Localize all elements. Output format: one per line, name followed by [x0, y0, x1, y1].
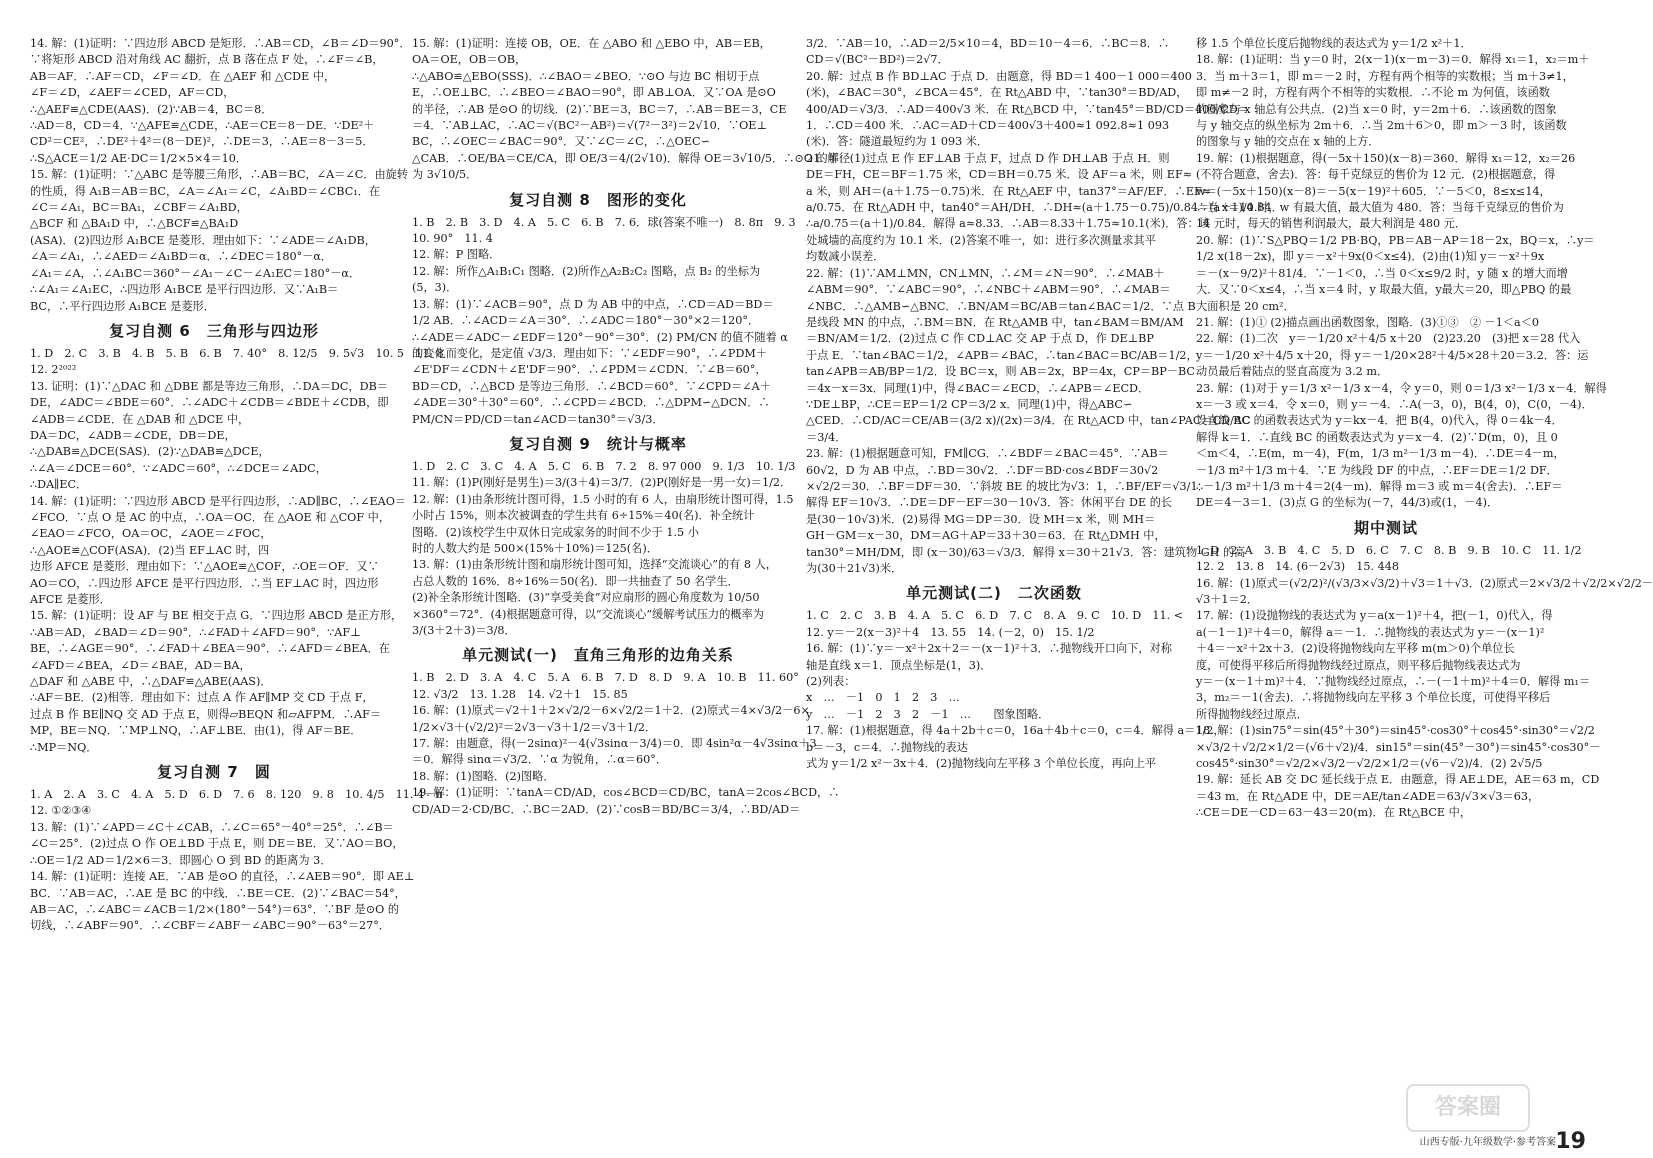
section-heading: 单元测试(二) 二次函数 — [906, 584, 1082, 603]
answer-line: 轴是直线 x＝1．顶点坐标是(1，3)． — [806, 658, 992, 672]
answer-line: ∴△ABO≌△EBO(SSS)．∴∠BAO＝∠BEO．∵⊙O 与边 BC 相切于点 — [412, 69, 760, 83]
answer-line: 1. D 2. A 3. B 4. C 5. D 6. C 7. C 8. B 9. B 10. C 11. 1/2 — [1196, 543, 1582, 557]
answer-line: (米)，∠BAC＝30°，∠BCA＝45°．在 Rt△ABD 中，∵tan30°＝BD/AD， — [806, 86, 1188, 100]
answer-line: 3，m₂＝－1(舍去)．∴将抛物线向左平移 3 个单位长度，可使得平移后 — [1196, 691, 1551, 705]
answer-line: BC，∴平行四边形 A₁BCE 是菱形． — [30, 299, 215, 313]
answer-line: GH－GM＝x－30，DM＝AG＋AP＝33＋30＝63．在 Rt△DMH 中， — [806, 529, 1166, 543]
answer-line: 22. 解：(1)∵AM⊥MN，CN⊥MN，∴∠M＝∠N＝90°．∴∠MAB＋ — [806, 266, 1165, 280]
section-heading: 期中测试 — [1353, 518, 1418, 537]
answer-line: (米)．答：隧道最短约为 1 093 米． — [806, 135, 989, 149]
answer-line: 大．又∵0＜x≤4，∴当 x＝4 时，y 取最大值，y最大＝20，即△PBQ 的最 — [1196, 283, 1572, 297]
answer-line: E，∴OE⊥BC．∴∠BEO＝∠BAO＝90°，即 AB⊥OA．又∵OA 是⊙O — [412, 86, 776, 100]
answer-line: 16. 解：(1)原式＝(√2/2)²/(√3/3×√3/2)＋√3＝1＋√3．(2)原式＝2×√3/2＋√2/2×√2/2－ — [1196, 576, 1653, 590]
answer-line: 1/2 x(18－2x)，即 y＝－x²＋9x(0＜x≤4)．(2)由(1)知 y＝－x²＋9x — [1196, 250, 1545, 264]
answer-line: AB＝AC，∴∠ABC＝∠ACB＝1/2×(180°－54°)＝63°．∵BF 是⊙O 的 — [30, 902, 400, 916]
answer-line: ∠NBC．∴△AMB∽△BNC．∴BN/AM＝BC/AB＝tan∠BAC＝1/2．∵点 B — [806, 299, 1196, 313]
footer-label: 山西专版·九年级数学·参考答案 — [1419, 1137, 1556, 1148]
answer-line: 动员最后着陆点的竖直高度为 3.2 m． — [1196, 365, 1389, 379]
answer-line: (5，3)． — [412, 281, 458, 295]
answer-line: ∴∠A＝∠DCE＝60°．∵∠ADC＝60°，∴∠DCE＝∠ADC， — [30, 461, 327, 475]
answer-line: ∠C＝25°．(2)过点 O 作 OE⊥BD 于点 E，则 DE＝BE．又∵AO＝BO， — [30, 837, 404, 851]
answer-line: 12. √3/2 13. 1.28 14. √2＋1 15. 85 — [412, 687, 628, 701]
answer-line: 解得 k＝1．∴直线 BC 的函数表达式为 y＝x－4．(2)∵D(m，0)，且 0 — [1196, 430, 1558, 444]
answer-line: 即 m≠－2 时，方程有两个不相等的实数根．∴不论 m 为何值，该函数 — [1196, 86, 1550, 100]
answer-line: 17. 解：由题意，得(－2sinα)²－4(√3sinα－3/4)＝0．即 4sin²α－4√3sinα＋3 — [412, 737, 817, 751]
answer-line: ∵DE⊥BP，∴CE＝EP＝1/2 CP＝3/2 x．同理(1)中，得△ABC∽ — [806, 397, 1133, 411]
answer-line: ∴△DAB≌△DCE(SAS)．(2)∵△DAB≌△DCE， — [30, 445, 270, 459]
answer-line: 1. D 2. C 3. C 4. A 5. C 6. B 7. 2 8. 97 000 9. 1/3 10. 1/3 — [412, 459, 796, 473]
answer-line: 18. 解：(1)sin75°＝sin(45°＋30°)＝sin45°·cos30°＋cos45°·sin30°＝√2/2 — [1196, 724, 1595, 738]
answer-line: 14. 解：(1)证明：连接 AE．∵AB 是⊙O 的直径，∴∠AEB＝90°．即 AE⊥ — [30, 870, 415, 884]
column-1 — [30, 36, 444, 1128]
answer-line: AFCE 是菱形． — [30, 593, 111, 606]
answer-line: ∴∠A₁＝∠A₁EC，∴四边形 A₁BCE 是平行四边形．又∵A₁B＝ — [30, 283, 339, 297]
answer-line: CD²＝CE²，∴DE²＋4²＝(8－DE)²，∴DE＝3，∴AE＝8－3＝5． — [30, 135, 374, 149]
answer-line: 12. 解：(1)由条形统计图可得，1.5 小时的有 6 人，由扇形统计图可得，1.5 — [412, 492, 794, 506]
answer-line: ∴OE＝1/2 AD＝1/2×6＝3．即圆心 O 到 BD 的距离为 3． — [30, 853, 332, 867]
answer-line: 均数减小误差． — [806, 250, 885, 264]
answer-line: 11. 解：(1)P(刚好是男生)＝3/(3＋4)＝3/7．(2)P(刚好是一男一女)＝1/2． — [412, 476, 792, 490]
answer-line: y＝－1/20 x²＋4/5 x＋20，得 y＝－1/20×28²＋4/5×28＋20＝3.2．答：运 — [1196, 348, 1589, 362]
answer-line: 的性质，得 A₁B＝AB＝BC，∠A＝∠A₁＝∠C，∠A₁BD＝∠CBC₁．在 — [30, 184, 381, 198]
answer-line: 为(30＋21√3)米． — [806, 562, 903, 575]
answer-line: ∴△AOE≌△COF(ASA)．(2)当 EF⊥AC 时，四 — [30, 543, 270, 557]
answer-line: ∠AFD＝∠BEA，∠D＝∠BAE，AD＝BA， — [30, 658, 251, 672]
answer-line: (不符合题意，舍去)．答：每千克绿豆的售价为 12 元．(2)根据题意，得 — [1196, 168, 1556, 182]
answer-line: 18. 解：(1)图略．(2)图略． — [412, 769, 555, 783]
answer-line: 的变化而变化，是定值 √3/3．理由如下：∵∠EDF＝90°，∴∠PDM＋ — [412, 346, 768, 360]
answer-line: tan30°＝MH/DM，即 (x－30)/63＝√3/3．解得 x＝30＋21√3．答：建筑物 GH 的高 — [806, 545, 1246, 559]
answer-line: OA＝OE，OB＝OB， — [412, 53, 527, 67]
answer-line: 23. 解：(1)根据题意可知，FM∥CG．∴∠BDF＝∠BAC＝45°．∵AB＝ — [806, 447, 1169, 461]
answer-line: 1/2×√3＋(√2/2)²＝2√3－√3＋1/2＝√3＋1/2． — [412, 720, 657, 734]
answer-line: 17. 解：(1)设抛物线的表达式为 y＝a(x－1)²＋4，把(－1，0)代入，得 — [1196, 609, 1553, 623]
answer-line: ∴MP＝NQ． — [30, 740, 98, 754]
answer-line: cos45°·sin30°＝√2/2×√3/2－√2/2×1/2＝(√6－√2)/4．(2) 2√5/5 — [1196, 757, 1543, 771]
answer-line: 占总人数的 16%．8÷16%＝50(名)．即一共抽查了 50 名学生． — [412, 574, 739, 588]
answer-line: 于点 E．∵tan∠BAC＝1/2，∠APB＝∠BAC，∴tan∠BAC＝BC/AB＝1/2， — [806, 348, 1198, 362]
answer-line: ∴AF＝BE．(2)相等．理由如下：过点 A 作 AF∥MP 交 CD 于点 F， — [30, 691, 374, 705]
answer-line: 21. 解：(1)① (2)描点画出函数图象，图略．(3)①③ ② －1＜a＜0 — [1196, 315, 1540, 329]
answer-line: AB＝AF．∴AF＝CD，∠F＝∠D．在 △AEF 和 △CDE 中， — [30, 69, 336, 83]
answer-line: 3/2．∵AB＝10，∴AD＝2/5×10＝4，BD＝10－4＝6．∴BC＝8．∴ — [806, 37, 1170, 50]
answer-line: 10. 90° 11. 4 — [412, 232, 493, 246]
answer-line: 14. 解：(1)证明：∵四边形 ABCD 是矩形．∴AB＝CD，∠B＝∠D＝90°． — [30, 37, 411, 50]
answer-line: 18. 解：(1)证明：当 y＝0 时，2(x－1)(x－m－3)＝0．解得 x₁＝1，x₂＝m＋ — [1196, 53, 1590, 67]
answer-line: ∠ADE＝30°＋30°＝60°．∴∠CPD＝∠BCD．∴△DPM∽△DCN．∴ — [412, 396, 770, 410]
answer-line: ×√2/2＝30．∴BF＝DF＝30．∵斜坡 BE 的坡比为√3：1，∴BF/EF＝√3/1． — [806, 479, 1209, 493]
answer-line: 所得抛物线经过原点． — [1196, 707, 1308, 721]
answer-line: 3/(3＋2＋3)＝3/8． — [412, 624, 516, 637]
answer-line: ＝3/4． — [806, 430, 847, 444]
answer-line: ∠C＝∠A₁，BC＝BA₁，∠CBF＝∠A₁BD， — [30, 201, 248, 215]
answer-line: 1. A 2. A 3. C 4. A 5. D 6. D 7. 6 8. 120 9. 8 10. 4/5 11. 4－π — [30, 788, 443, 802]
section-heading: 复习自测 9 统计与概率 — [509, 434, 687, 453]
answer-line: 23. 解：(1)对于 y＝1/3 x²－1/3 x－4，令 y＝0，则 0＝1/3 x²－1/3 x－4．解得 — [1196, 381, 1607, 395]
answer-line: 19. 解：延长 AB 交 DC 延长线于点 E．由题意，得 AE⊥DE，AE＝63 m，CD — [1196, 773, 1600, 787]
answer-line: 15. 解：(1)证明：设 AF 与 BE 相交于点 G．∵四边形 ABCD 是正方形， — [30, 609, 403, 623]
answer-line: ∴CE＝DE－CD＝63－43＝20(m)．在 Rt△BCE 中， — [1196, 806, 1472, 820]
page-number: 19 — [1555, 1129, 1586, 1154]
column-4 — [1196, 36, 1653, 1128]
answer-line: ∴a/0.75＝(a＋1)/0.84．解得 a≈8.33．∴AB＝8.33＋1.75≈10.1(米)．答：该 — [806, 217, 1210, 231]
answer-line: 14 元时，每天的销售利润最大，最大利润是 480 元． — [1196, 217, 1467, 231]
answer-line: ＝BN/AM＝1/2．(2)过点 C 作 CD⊥AC 交 AP 于点 D，作 DE⊥BP — [806, 332, 1154, 346]
answer-line: 400/AD＝√3/3．∴AD＝400√3 米．在 Rt△BCD 中，∵tan45°＝BD/CD＝400/CD＝ — [806, 102, 1249, 116]
answer-line: x … －1 0 1 2 3 … — [806, 691, 960, 705]
answer-line: a 米，则 AH＝(a＋1.75－0.75)米．在 Rt△AEF 中，tan37°＝AF/EF．∴EF≈ — [806, 184, 1212, 198]
answer-line: ∠F＝∠D，∠AEF＝∠CED，AF＝CD， — [30, 86, 235, 100]
answer-line: 16. 解：(1)原式＝√2＋1＋2×√2/2－6×√2/2＝1＋2．(2)原式＝4×√3/2－6× — [412, 704, 810, 718]
answer-line: 为 3√10/5． — [412, 168, 478, 182]
answer-line: ∴∠ADE＝∠ADC－∠EDF＝120°－90°＝30°．(2) PM/CN 的值不随着 α — [412, 330, 788, 344]
answer-line: －1/3 m²＋1/3 m＋4．∵E 为线段 DF 的中点，∴EF＝DE＝1/2 DF． — [1196, 463, 1558, 477]
answer-line: √3＋1＝2． — [1196, 593, 1259, 606]
answer-line: DA＝DC，∠ADB＝∠CDE，DB＝DE， — [30, 428, 236, 442]
answer-line: ∴－1/3 m²＋1/3 m＋4＝2(4－m)．解得 m＝3 或 m＝4(舍去)．∴EF＝ — [1196, 479, 1563, 493]
answer-line: 处城墙的高度约为 10.1 米．(2)答案不唯一，如：进行多次测量求其平 — [806, 233, 1156, 247]
answer-line: 1．∴CD＝400 米．∴AC＝AD＋CD＝400√3＋400≈1 092.8≈1 093 — [806, 119, 1170, 133]
answer-line: (2)补全条形统计图略．(3)“享受美食”对应扇形的圆心角度数为 10/50 — [412, 591, 760, 605]
answer-line: w＝(－5x＋150)(x－8)＝－5(x－19)²＋605．∵－5＜0，8≤x≤14， — [1196, 184, 1551, 198]
answer-line: 大面积是 20 cm²． — [1196, 299, 1295, 313]
answer-line: DE，∠ADC＝∠BDE＝60°．∴∠ADC＋∠CDB＝∠BDE＋∠CDB，即 — [30, 396, 389, 410]
answer-line: 19. 解：(1)根据题意，得(－5x＋150)(x－8)＝360．解得 x₁＝12，x₂＝26 — [1196, 151, 1576, 165]
answer-line: 12. 2 13. 8 14. (6－2√3) 15. 448 — [1196, 560, 1399, 574]
answer-line: △BCF 和 △BA₁D 中，∴△BCF≌△BA₁D — [30, 217, 239, 231]
answer-line: DE＝FH，CE＝BF＝1.75 米，CD＝BH＝0.75 米．设 AF＝a 米，则 EF≈ — [806, 168, 1193, 182]
answer-line: ∴△AEF≌△CDE(AAS)．(2)∵AB＝4，BC＝8． — [30, 102, 273, 116]
answer-line: 切线，∴∠ABF＝90°．∴∠CBF＝∠ABF－∠ABC＝90°－63°＝27°． — [30, 919, 390, 933]
answer-line: ∠EAO＝∠FCO，OA＝OC，∠AOE＝∠FOC， — [30, 527, 272, 541]
answer-line: ∠A₁＝∠A，∴∠A₁BC＝360°－∠A₁－∠C－∠A₁EC＝180°－α． — [30, 266, 361, 280]
answer-line: a/0.75．在 Rt△ADH 中，tan40°＝AH/DH．∴DH≈(a＋1.75－0.75)/0.84＝(a＋1)/0.84． — [806, 201, 1283, 215]
answer-line: BD＝CD，∴△BCD 是等边三角形．∴∠BCD＝60°．∵∠CPD＝∠A＋ — [412, 379, 771, 393]
answer-line: 的图象与 y 轴的交点在 x 轴的上方． — [1196, 135, 1380, 149]
answer-line: 22. 解：(1)二次 y＝－1/20 x²＋4/5 x＋20 (2)23.20 (3)把 x＝28 代入 — [1196, 332, 1581, 346]
answer-line: 度，可使得平移后所得抛物线经过原点，则平移后抛物线表达式为 — [1196, 658, 1521, 672]
answer-line: CD/AD＝2·CD/BC．∴BC＝2AD．(2)∵cosB＝BD/BC＝3/4，∴BD/AD＝ — [412, 802, 801, 816]
answer-line: 3．当 m＋3＝1，即 m＝－2 时，方程有两个相等的实数根；当 m＋3≠1， — [1196, 69, 1574, 83]
answer-line: BE，∴∠AGE＝90°．∴∠FAD＋∠BEA＝90°．∴∠AFD＝∠BEA．在 — [30, 642, 390, 656]
answer-line: 17. 解：(1)根据题意，得 4a＋2b＋c＝0，16a＋4b＋c＝0，c＝4．解得 a＝1/2， — [806, 724, 1225, 738]
answer-line: 15. 解：(1)证明：连接 OB，OE．在 △ABO 和 △EBO 中，AB＝EB， — [412, 37, 771, 50]
answer-line: BC．∵AB＝AC，∴AE 是 BC 的中线．∴BE＝CE．(2)∵∠BAC＝54°， — [30, 886, 406, 900]
answer-line: CD＝√(BC²－BD²)＝2√7． — [806, 53, 949, 67]
section-heading: 单元测试(一) 直角三角形的边角关系 — [462, 646, 734, 665]
answer-line: 图略．(2)该校学生中双休日完成家务的时间不少于 1.5 小 — [412, 525, 699, 539]
answer-line: 12. 解：所作△A₁B₁C₁ 图略．(2)所作△A₂B₂C₂ 图略，点 B₂ 的坐标为 — [412, 264, 761, 278]
answer-line: AO＝CO，∴四边形 AFCE 是平行四边形．∴当 EF⊥AC 时，四边形 — [30, 576, 379, 590]
answer-line: 的图象与 x 轴总有公共点．(2)当 x＝0 时，y＝2m＋6．∴该函数的图象 — [1196, 102, 1557, 116]
section-heading: 复习自测 7 圆 — [157, 763, 271, 782]
answer-line: (2)列表： — [806, 675, 856, 689]
answer-line: ∠ABM＝90°．∵∠ABC＝90°，∴∠NBC＋∠ABM＝90°．∴∠MAB＝ — [806, 283, 1171, 297]
answer-line: ∠E'DF＝∠CDN＋∠E'DF＝90°．∴∠PDM＝∠CDN．∵∠B＝60°， — [412, 363, 767, 377]
answer-line: 1. D 2. C 3. B 4. B 5. B 6. B 7. 40° 8. 12/5 9. 5√3 10. 5 11. 8 — [30, 346, 444, 360]
answer-line: 时的人数大约是 500×(15%＋10%)＝125(名)． — [412, 541, 658, 555]
answer-line: ＝43 m．在 Rt△ADE 中，DE＝AE/tan∠ADE＝63/√3×√3＝63， — [1196, 789, 1540, 803]
answer-line: DE＝4－3＝1．(3)点 G 的坐标为(－7，44/3)或(1，－4)． — [1196, 496, 1499, 510]
answer-line: 60√2，D 为 AB 中点，∴BD＝30√2．∴DF＝BD·cos∠BDF＝30√2 — [806, 463, 1159, 477]
answer-line: b＝－3，c＝4．∴抛物线的表达 — [806, 740, 968, 754]
answer-line: 12. 2²⁰²² — [30, 363, 77, 377]
answer-line: 式为 y＝1/2 x²－3x＋4．(2)抛物线向左平移 3 个单位长度，再向上平 — [806, 757, 1157, 771]
answer-line: PM/CN＝PD/CD＝tan∠ACD＝tan30°＝√3/3． — [412, 412, 664, 426]
answer-line: ∠ADB＝∠CDE．在 △DAB 和 △DCE 中， — [30, 412, 250, 426]
answer-line: BC，∴∠OEC＝∠BAC＝90°．又∵∠C＝∠C，∴△OEC∽ — [412, 135, 710, 149]
answer-line: 过点 B 作 BE∥NQ 交 AD 于点 E，则得▱BEQN 和▱AFPM．∴AF＝ — [30, 707, 382, 721]
answer-line: 12. ①②③④ — [30, 804, 92, 818]
answer-line: tan∠APB＝AB/BP＝1/2．设 BC＝x，则 AB＝2x，BP＝4x，CP＝BP－BC — [806, 365, 1195, 379]
answer-line: ∴当 x＝14 时，w 有最大值，最大值为 480．答：当每千克绿豆的售价为 — [1196, 201, 1564, 215]
section-heading: 复习自测 8 图形的变化 — [509, 190, 687, 209]
answer-line: ＝4x－x＝3x．同理(1)中，得∠BAC＝∠ECD，∴∠APB＝∠ECD． — [806, 381, 1150, 395]
answer-line: △CED．∴CD/AC＝CE/AB＝(3/2 x)/(2x)＝3/4．在 Rt△ACD 中，tan∠PAC＝CD/AC — [806, 414, 1251, 428]
watermark-stamp: 答案圈 — [1406, 1084, 1530, 1132]
answer-line: ∠A＝∠A₁，∴∠AED＝∠A₁BD＝α．∴∠DEC＝180°－α． — [30, 250, 333, 264]
answer-line: MP，BE＝NQ．∵MP⊥NQ，∴AF⊥BE．由(1)，得 AF＝BE． — [30, 724, 362, 738]
answer-line: 与 y 轴交点的纵坐标为 2m＋6．∴当 2m＋6＞0，即 m＞－3 时，该函数 — [1196, 119, 1567, 133]
answer-line: 16. 解：(1)∵y＝－x²＋2x＋2＝－(x－1)²＋3．∴抛物线开口向下，对称 — [806, 642, 1172, 656]
answer-line: 13. 解：(1)由条形统计图和扇形统计图可知，选择“交流谈心”的有 8 人， — [412, 558, 777, 572]
answer-line: 的半径，∴AB 是⊙O 的切线．(2)∵BE＝3，BC＝7，∴AB＝BE＝3，CE — [412, 102, 787, 116]
section-heading: 复习自测 6 三角形与四边形 — [109, 321, 319, 340]
answer-line: 设直线 BC 的函数表达式为 y＝kx－4．把 B(4，0)代入，得 0＝4k－4． — [1196, 414, 1563, 428]
answer-line: 边形 AFCE 是菱形．理由如下：∵△AOE≌△COF，∴OE＝OF．又∵ — [30, 560, 379, 574]
answer-line: (ASA)．(2)四边形 A₁BCE 是菱形．理由如下：∵∠ADE＝∠A₁DB， — [30, 233, 376, 247]
answer-line: ∵将矩形 ABCD 沿对角线 AC 翻折，点 B 落在点 F 处，∴∠F＝∠B， — [30, 53, 384, 67]
answer-line: a(－1－1)²＋4＝0，解得 a＝－1．∴抛物线的表达式为 y＝－(x－1)² — [1196, 625, 1545, 639]
answer-line: 20. 解：(1)∵S△PBQ＝1/2 PB·BQ，PB＝AB－AP＝18－2x，BQ＝x，∴y＝ — [1196, 233, 1595, 247]
answer-line: 是线段 MN 的中点，∴BM＝BN．在 Rt△AMB 中，tan∠BAM＝BM/AM — [806, 315, 1184, 329]
answer-line: y＝－(x－1＋m)²＋4．∵抛物线经过原点，∴－(－1＋m)²＋4＝0．解得 m₁＝ — [1196, 675, 1591, 689]
answer-line: 12. y＝－2(x－3)²＋4 13. 55 14. (－2，0) 15. 1/2 — [806, 625, 1095, 639]
answer-line: 20. 解：过点 B 作 BD⊥AC 于点 D．由题意，得 BD＝1 400－1 000＝400 — [806, 69, 1192, 83]
answer-line: ∴S△ACE＝1/2 AE·DC＝1/2×5×4＝10． — [30, 151, 248, 165]
answer-line: 19. 解：(1)证明：∵tanA＝CD/AD，cos∠BCD＝CD/BC，tanA＝2cos∠BCD，∴ — [412, 786, 840, 800]
answer-line: 13. 解：(1)∵∠ACB＝90°，点 D 为 AB 中的中点，∴CD＝AD＝BD＝ — [412, 297, 774, 311]
answer-line: 21. 解：(1)过点 E 作 EF⊥AB 于点 F，过点 D 作 DH⊥AB 于点 H．则 — [806, 151, 1170, 165]
answer-line: △DAF 和 △ABE 中，∴△DAF≌△ABE(AAS)． — [30, 675, 272, 689]
answer-line: 1. B 2. B 3. D 4. A 5. C 6. B 7. 6．球(答案不唯一) 8. 8π 9. 3 — [412, 215, 796, 229]
answer-line: ×360°＝72°．(4)根据题意可得，以“交流谈心”缓解考试压力的概率为 — [412, 607, 764, 621]
answer-line: 13. 证明：(1)∵△DAC 和 △DBE 都是等边三角形，∴DA＝DC，DB＝ — [30, 379, 388, 393]
answer-line: 小时占 15%，则本次被调查的学生共有 6÷15%＝40(名)．补全统计 — [412, 509, 755, 523]
answer-line: 13. 解：(1)∵∠APD＝∠C＋∠CAB，∴∠C＝65°－40°＝25°．∴∠B＝ — [30, 820, 394, 834]
answer-line: ∠FCO．∵点 O 是 AC 的中点，∴OA＝OC．在 △AOE 和 △COF 中， — [30, 510, 391, 524]
answer-line: ＝0．解得 sinα＝√3/2．∵α 为锐角，∴α＝60°． — [412, 753, 668, 767]
answer-line: △CAB．∴OE/BA＝CE/CA，即 OE/3＝4/(2√10)．解得 OE＝3√10/5．∴⊙O 的半径 — [412, 151, 851, 165]
answer-line: ×√3/2＋√2/2×1/2＝(√6＋√2)/4．sin15°＝sin(45°－30°)＝sin45°·cos30°－ — [1196, 740, 1601, 754]
answer-line: ＋4＝－x²＋2x＋3．(2)设将抛物线向左平移 m(m＞0)个单位长 — [1196, 642, 1515, 656]
answer-line: 12. 解：P 图略． — [412, 248, 501, 262]
answer-line: ∴AB＝AD，∠BAD＝∠D＝90°．∴∠FAD＋∠AFD＝90°．∵AF⊥ — [30, 625, 361, 639]
answer-line: 15. 解：(1)证明：∵△ABC 是等腰三角形，∴AB＝BC，∠A＝∠C．由旋转 — [30, 168, 409, 182]
answer-line: 14. 解：(1)证明：∵四边形 ABCD 是平行四边形，∴AD∥BC，∴∠EAO＝ — [30, 494, 407, 508]
answer-line: ＜m＜4，∴E(m，m－4)，F(m，1/3 m²－1/3 m－4)．∴DE＝4－m， — [1196, 447, 1565, 461]
answer-line: 解得 EF＝10√3．∴DE＝DF－EF＝30－10√3．答：休闲平台 DE 的长 — [806, 496, 1173, 510]
answer-line: 1/2 AB．∴∠ACD＝∠A＝30°．∴∠ADC＝180°－30°×2＝120°． — [412, 314, 760, 328]
answer-line: 移 1.5 个单位长度后抛物线的表达式为 y＝1/2 x²＋1． — [1196, 37, 1472, 50]
answer-line: ∴AD＝8，CD＝4．∵△AFE≌△CDE，∴AE＝CE＝8－DE．∵DE²＋ — [30, 119, 375, 133]
answer-line: ∴DA∥EC． — [30, 478, 88, 492]
answer-line: ＝－(x－9/2)²＋81/4．∵－1＜0，∴当 0＜x≤9/2 时，y 随 x 的增大而增 — [1196, 266, 1568, 280]
answer-line: y … －1 2 3 2 －1 … 图象图略． — [806, 707, 1050, 721]
answer-line: ＝4．∵AB⊥AC，∴AC＝√(BC²－AB²)＝√(7²－3²)＝2√10．∵OE⊥ — [412, 119, 767, 133]
answer-line: 1. C 2. C 3. B 4. A 5. C 6. D 7. C 8. A 9. C 10. D 11. < — [806, 609, 1184, 623]
answer-line: 是(30－10√3)米．(2)易得 MG＝DP＝30．设 MH＝x 米，则 MH＝ — [806, 512, 1156, 526]
answer-line: x＝－3 或 x＝4．令 x＝0，则 y＝－4．∴A(－3，0)，B(4，0)，C(0，－4)． — [1196, 397, 1593, 411]
answer-line: 1. B 2. D 3. A 4. C 5. A 6. B 7. D 8. D 9. A 10. B 11. 60° — [412, 671, 799, 685]
